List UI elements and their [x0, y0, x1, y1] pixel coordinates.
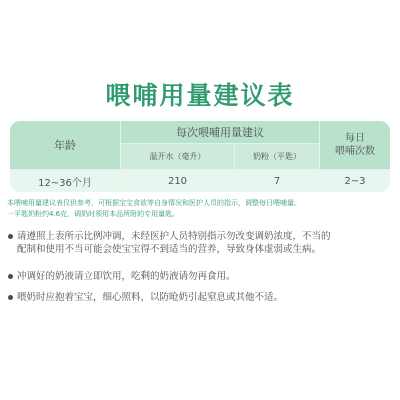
cell-powder: 7	[235, 170, 319, 192]
header-milk-powder: 奶粉（平匙）	[235, 144, 319, 169]
page-title: 喂哺用量建议表	[105, 81, 295, 110]
bullet-text: 冲调好的奶液请立即饮用，吃剩的奶液请勿再食用。	[17, 271, 236, 282]
header-daily-line2: 喂哺次数	[335, 146, 375, 157]
header-age: 年龄	[10, 121, 120, 169]
cell-water: 210	[121, 170, 234, 192]
reference-note	[7, 198, 395, 220]
note-line: 本喂哺用量建议表仅供参考，可根据宝宝食欲等自身情况和医护人员的指示，调整每日喂哺量。	[7, 199, 301, 207]
cell-times: 2~3	[320, 170, 390, 192]
bullet-item	[8, 270, 392, 283]
header-daily-feedings	[320, 121, 390, 169]
bullet-dot-icon	[8, 234, 13, 239]
note-line: 一平匙奶粉约4.6克，调奶时须用本品所附的专用量匙。	[7, 210, 180, 218]
header-per-feeding: 每次喂哺用量建议	[121, 121, 319, 143]
bullet-item	[8, 230, 392, 256]
bullet-text: 配制和使用不当可能会使宝宝得不到适当的营养，导致身体虚弱或生病。	[17, 244, 322, 255]
feeding-table	[10, 121, 390, 192]
header-warm-water: 温开水（毫升）	[121, 144, 234, 169]
header-daily-line1: 每日	[345, 133, 365, 144]
bullet-text: 喂奶时应抱着宝宝，细心照料，以防呛奶引起窒息或其他不适。	[17, 292, 284, 303]
bullet-text: 请遵照上表所示比例冲调，未经医护人员特别指示勿改变调奶浓度，不当的	[17, 231, 331, 242]
cell-age: 12~36个月	[10, 170, 120, 192]
bullet-item	[8, 291, 392, 304]
bullet-dot-icon	[8, 274, 13, 279]
bullet-dot-icon	[8, 295, 13, 300]
